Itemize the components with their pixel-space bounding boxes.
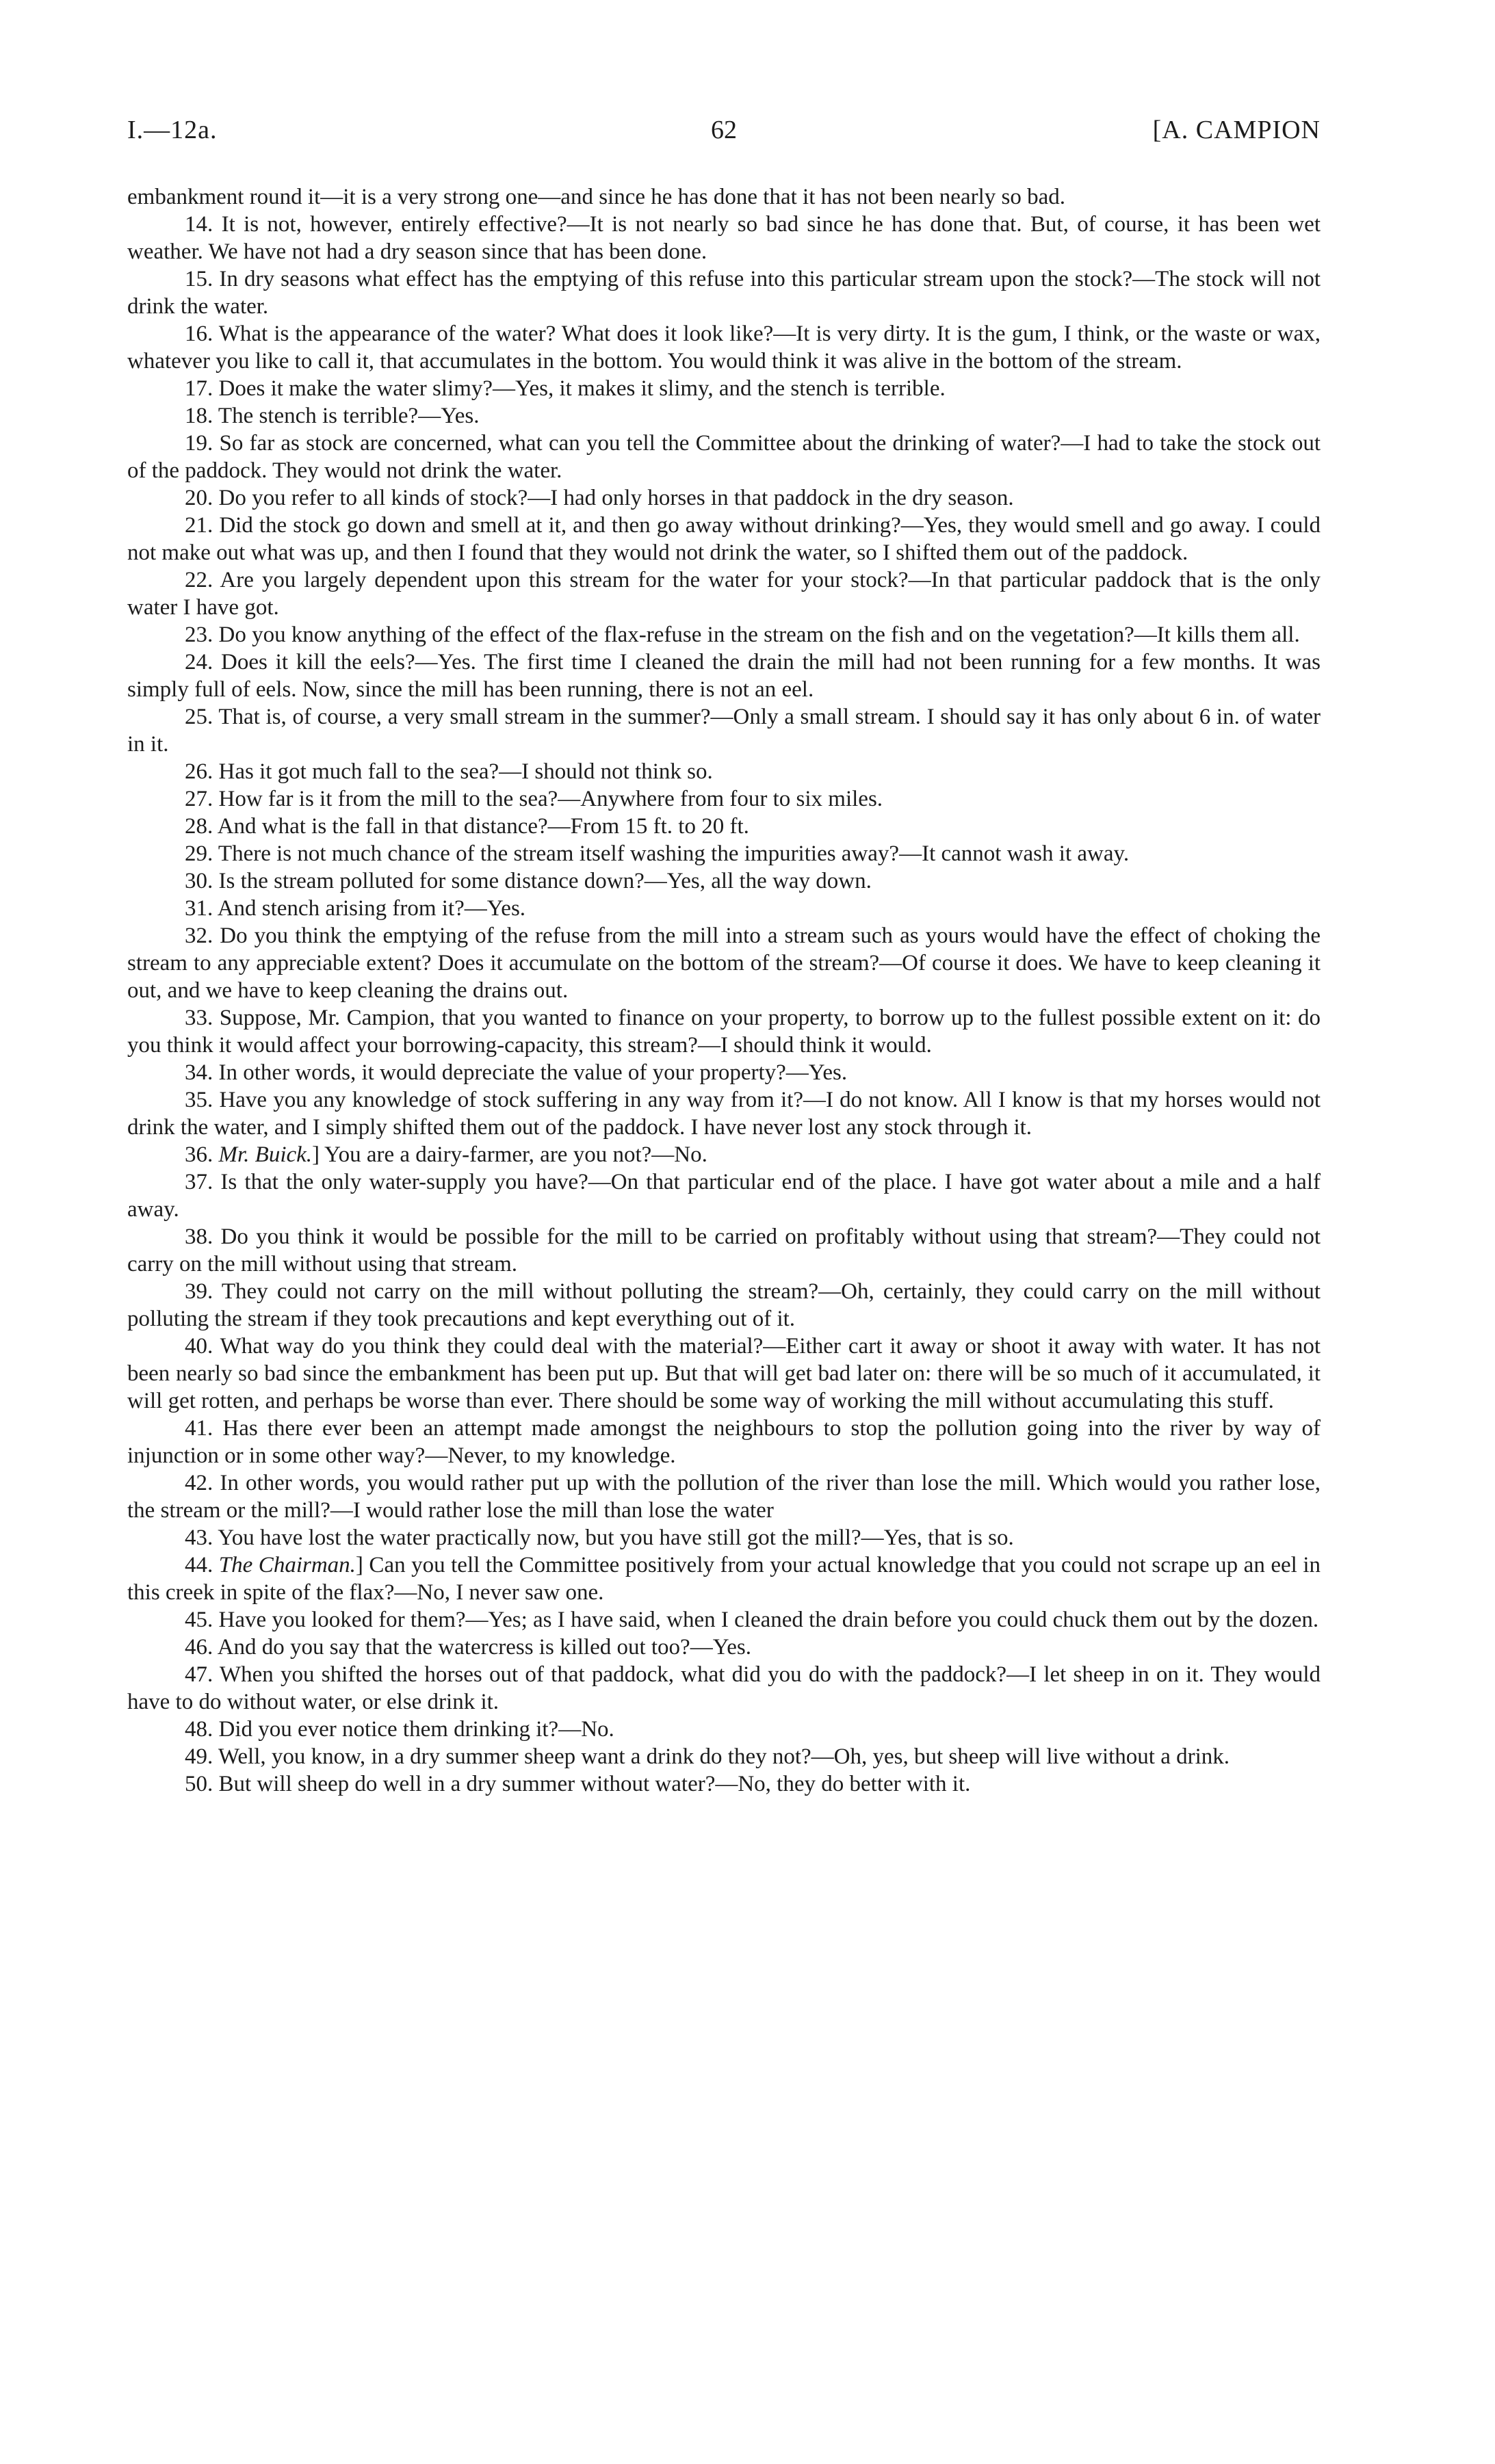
evidence-paragraph [127,703,1321,758]
paragraph-text: ] Can you tell the Committee positively from your actual knowledge that you could not scrape up an eel in this creek in spite of the flax?—No, I never saw one. [127,1553,1321,1605]
question-number: 38. [185,1224,213,1249]
paragraph-text: But will sheep do well in a dry summer without water?—No, they do better with it. [218,1772,971,1796]
paragraph-text: The stench is terrible?—Yes. [218,404,480,428]
evidence-text [127,183,1321,1798]
paragraph-text: And what is the fall in that distance?—From 15 ft. to 20 ft. [217,814,749,839]
question-number: 21. [185,513,213,538]
evidence-paragraph [127,758,1321,785]
evidence-paragraph [127,320,1321,375]
question-number: 45. [185,1608,213,1632]
evidence-paragraph [127,840,1321,867]
paper-reference: I.—12a. [127,116,218,144]
question-number: 18. [185,404,213,428]
question-number: 40. [185,1334,213,1359]
paragraph-text: What way do you think they could deal with the material?—Either cart it away or shoot it away with water. It has not been nearly so bad since the embankment has been put up. But that will get bad later on: there will be so much of it accumulated, it will get rotten, and perhaps be worse than ever. There should be some way of working the mill without accumulating this stuff. [127,1334,1321,1413]
question-number: 15. [185,267,213,291]
evidence-paragraph [127,648,1321,703]
question-number: 19. [185,431,213,456]
question-number: 20. [185,486,213,510]
paragraph-text: How far is it from the mill to the sea?—Anywhere from four to six miles. [218,787,883,811]
question-number: 47. [185,1662,213,1687]
paragraph-text: In other words, it would depreciate the value of your property?—Yes. [218,1060,848,1085]
question-number: 28. [185,814,213,839]
paragraph-text: ] You are a dairy-farmer, are you not?—No. [312,1142,707,1167]
question-number: 33. [185,1006,213,1030]
question-number: 30. [185,869,213,893]
evidence-paragraph [127,1333,1321,1415]
paragraph-text: Is the stream polluted for some distance down?—Yes, all the way down. [218,869,872,893]
paragraph-text: Suppose, Mr. Campion, that you wanted to finance on your property, to borrow up to the fullest possible extent on it: do you think it would affect your borrowing-capacity, this stream?—I should think it would. [127,1006,1321,1058]
question-number: 22. [185,568,213,592]
evidence-paragraph [127,895,1321,922]
evidence-paragraph [127,1004,1321,1059]
evidence-paragraph [127,512,1321,566]
evidence-paragraph [127,1661,1321,1716]
paragraph-text: That is, of course, a very small stream in the summer?—Only a small stream. I should say it has only about 6 in. of water in it. [127,705,1321,757]
evidence-paragraph [127,402,1321,430]
question-number: 24. [185,650,213,674]
paragraph-text: In other words, you would rather put up with the pollution of the river than lose the mill. Which would you rather lose, the stream or the mill?—I would rather lose the mill than lose the water [127,1471,1321,1523]
page-header [127,115,1321,156]
paragraph-text: embankment round it—it is a very strong one—and since he has done that it has not been nearly so bad. [127,185,1065,209]
paragraph-text: Do you refer to all kinds of stock?—I had only horses in that paddock in the dry season. [218,486,1014,510]
question-number: 29. [185,841,213,866]
question-number: 35. [185,1088,213,1112]
evidence-paragraph [127,484,1321,512]
paragraph-text: It is not, however, entirely effective?—It is not nearly so bad since he has done that. But, of course, it has been wet weather. We have not had a dry season since that has been done. [127,212,1321,264]
paragraph-text: Has it got much fall to the sea?—I should not think so. [218,759,713,784]
evidence-paragraph [127,1168,1321,1223]
evidence-paragraph [127,1551,1321,1606]
evidence-paragraph [127,1086,1321,1141]
witness-name: [A. CAMPION [1152,116,1321,144]
paragraph-text: They could not carry on the mill without polluting the stream?—Oh, certainly, they could carry on the mill without polluting the stream if they took precautions and kept everything out of it. [127,1279,1321,1331]
question-number: 46. [185,1635,213,1660]
question-number: 25. [185,705,213,729]
evidence-paragraph [127,1743,1321,1770]
question-number: 14. [185,212,213,237]
evidence-paragraph [127,1770,1321,1798]
evidence-paragraph [127,1278,1321,1333]
evidence-paragraph [127,1415,1321,1469]
paragraph-text: And stench arising from it?—Yes. [217,896,526,921]
speaker-name: Mr. Buick. [218,1142,313,1167]
paragraph-text: Have you any knowledge of stock suffering in any way from it?—I do not know. All I know is that my horses would not drink the water, and I simply shifted them out of the paddock. I have never lost any stock through it. [127,1088,1321,1140]
evidence-paragraph [127,375,1321,402]
paragraph-text: Has there ever been an attempt made amongst the neighbours to stop the pollution going into the river by way of injunction or in some other way?—Never, to my knowledge. [127,1416,1321,1468]
evidence-paragraph [127,211,1321,265]
evidence-paragraph [127,1634,1321,1661]
question-number: 34. [185,1060,213,1085]
paragraph-text: Do you think it would be possible for the mill to be carried on profitably without using that stream?—They could not carry on the mill without using that stream. [127,1224,1321,1276]
evidence-paragraph [127,1141,1321,1168]
evidence-paragraph [127,813,1321,840]
evidence-paragraph [127,922,1321,1004]
question-number: 27. [185,787,213,811]
evidence-paragraph [127,1469,1321,1524]
question-number: 41. [185,1416,213,1441]
paragraph-text: Are you largely dependent upon this stream for the water for your stock?—In that particular paddock that is the only water I have got. [127,568,1321,620]
question-number: 50. [185,1772,213,1796]
paragraph-text: What is the appearance of the water? What does it look like?—It is very dirty. It is the gum, I think, or the waste or wax, whatever you like to call it, that accumulates in the bottom. You would think it was alive in the bottom of the stream. [127,322,1321,373]
evidence-paragraph [127,265,1321,320]
question-number: 17. [185,376,213,401]
question-number: 37. [185,1170,213,1194]
paragraph-text: Is that the only water-supply you have?—On that particular end of the place. I have got water about a mile and a half away. [127,1170,1321,1222]
paragraph-text: So far as stock are concerned, what can you tell the Committee about the drinking of water?—I had to take the stock out of the paddock. They would not drink the water. [127,431,1321,483]
question-number: 44. [185,1553,213,1577]
question-number: 49. [185,1744,213,1769]
evidence-paragraph [127,1716,1321,1743]
speaker-name: The Chairman. [218,1553,356,1577]
evidence-paragraph [127,1524,1321,1551]
evidence-paragraph [127,430,1321,484]
evidence-paragraph [127,566,1321,621]
paragraph-text: And do you say that the watercress is killed out too?—Yes. [217,1635,751,1660]
paragraph-text: There is not much chance of the stream itself washing the impurities away?—It cannot wash it away. [218,841,1130,866]
page-number: 62 [711,116,737,144]
evidence-paragraph [127,621,1321,648]
evidence-paragraph [127,1606,1321,1634]
paragraph-text: Well, you know, in a dry summer sheep want a drink do they not?—Oh, yes, but sheep will live without a drink. [218,1744,1230,1769]
paragraph-text: Did you ever notice them drinking it?—No. [218,1717,614,1742]
paragraph-text: Does it make the water slimy?—Yes, it makes it slimy, and the stench is terrible. [218,376,946,401]
question-number: 48. [185,1717,213,1742]
question-number: 42. [185,1471,213,1495]
question-number: 36. [185,1142,213,1167]
evidence-paragraph [127,1059,1321,1086]
question-number: 31. [185,896,213,921]
paragraph-text: When you shifted the horses out of that paddock, what did you do with the paddock?—I let sheep in on it. They would have to do without water, or else drink it. [127,1662,1321,1714]
question-number: 39. [185,1279,213,1304]
question-number: 43. [185,1525,213,1550]
evidence-paragraph [127,785,1321,813]
paragraph-text: Did the stock go down and smell at it, and then go away without drinking?—Yes, they would smell and go away. I could not make out what was up, and then I found that they would not drink the water, so I shifted them out of the paddock. [127,513,1321,565]
evidence-paragraph [127,1223,1321,1278]
question-number: 23. [185,622,213,647]
paragraph-text: Do you think the emptying of the refuse from the mill into a stream such as yours would have the effect of choking the stream to any appreciable extent? Does it accumulate on the bottom of the stream?—Of course it does. We have to keep cleaning it out, and we have to keep cleaning the drains out. [127,923,1321,1003]
question-number: 26. [185,759,213,784]
paragraph-text: Does it kill the eels?—Yes. The first time I cleaned the drain the mill had not been running for a few months. It was simply full of eels. Now, since the mill has been running, there is not an eel. [127,650,1321,702]
paragraph-text: You have lost the water practically now, but you have still got the mill?—Yes, that is so. [218,1525,1014,1550]
paragraph-text: Have you looked for them?—Yes; as I have said, when I cleaned the drain before you could chuck them out by the dozen. [218,1608,1319,1632]
question-number: 16. [185,322,213,346]
evidence-paragraph [127,183,1321,211]
paragraph-text: Do you know anything of the effect of the flax-refuse in the stream on the fish and on the vegetation?—It kills them all. [218,622,1300,647]
question-number: 32. [185,923,213,948]
evidence-paragraph [127,867,1321,895]
paragraph-text: In dry seasons what effect has the emptying of this refuse into this particular stream upon the stock?—The stock will not drink the water. [127,267,1321,319]
